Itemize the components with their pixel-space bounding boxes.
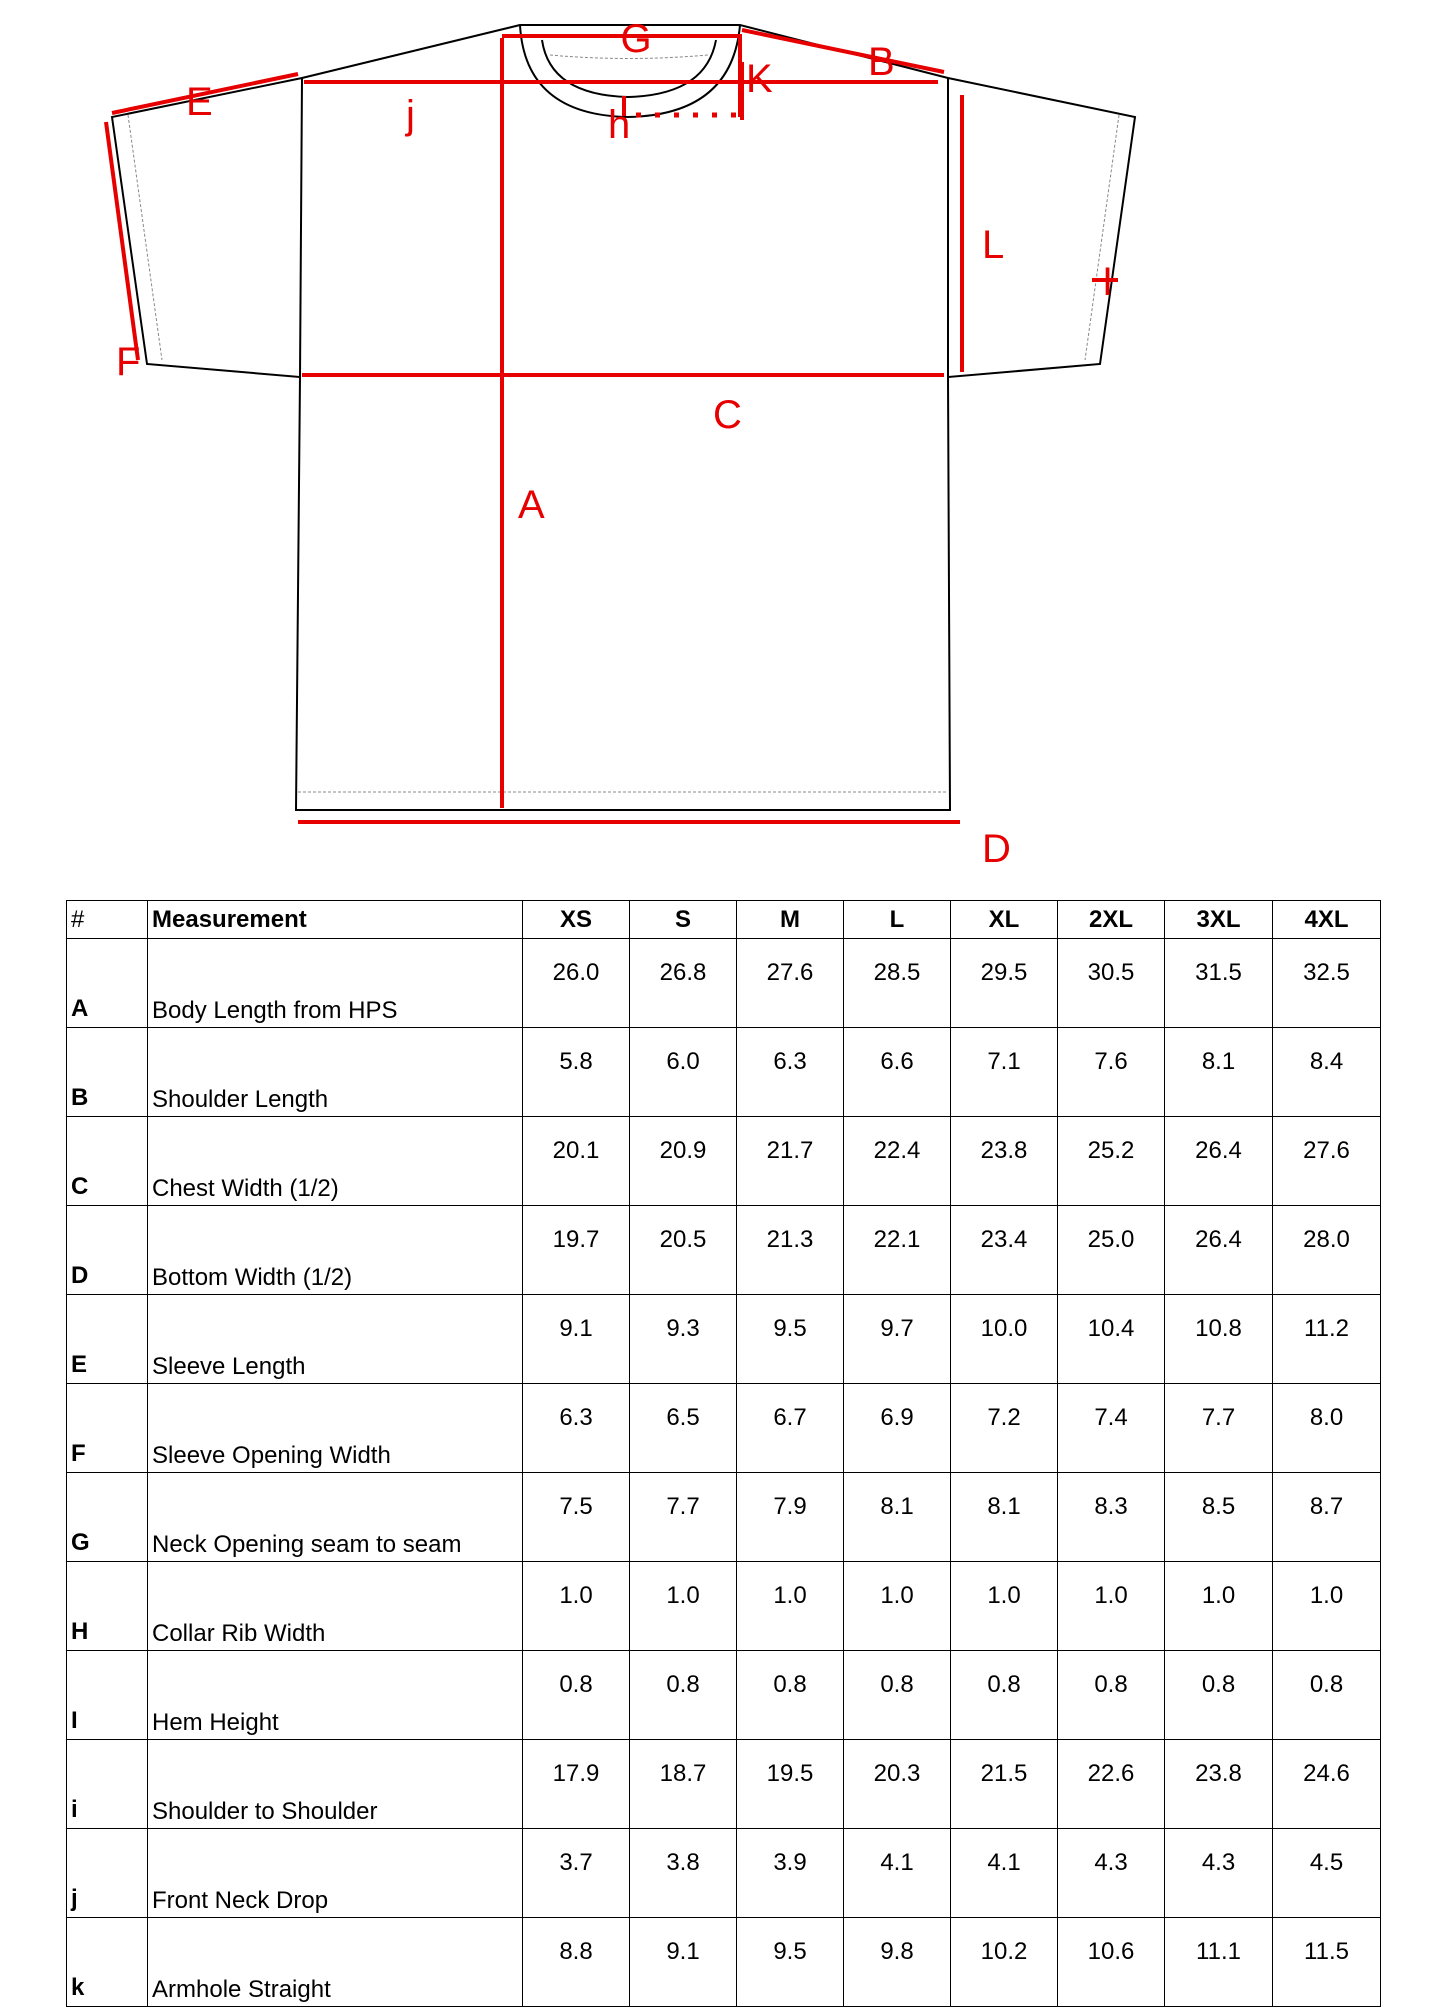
measurement-name: Shoulder to Shoulder bbox=[148, 1740, 523, 1829]
table-row bbox=[67, 1028, 1381, 1117]
measurement-value: 7.1 bbox=[951, 1028, 1058, 1117]
measurement-value: 8.3 bbox=[1058, 1473, 1165, 1562]
measurement-value: 6.7 bbox=[737, 1384, 844, 1473]
measurement-value: 3.7 bbox=[523, 1829, 630, 1918]
measurement-value: 27.6 bbox=[737, 939, 844, 1028]
measurement-value: 23.8 bbox=[951, 1117, 1058, 1206]
header-size: 3XL bbox=[1165, 901, 1273, 939]
measurement-value: 17.9 bbox=[523, 1740, 630, 1829]
measurement-id: E bbox=[67, 1295, 148, 1384]
measurement-name: Sleeve Length bbox=[148, 1295, 523, 1384]
measurement-value: 1.0 bbox=[630, 1562, 737, 1651]
table-row bbox=[67, 1473, 1381, 1562]
label-b: B bbox=[868, 40, 895, 84]
measurement-value: 31.5 bbox=[1165, 939, 1273, 1028]
measurement-value: 22.4 bbox=[844, 1117, 951, 1206]
header-size: S bbox=[630, 901, 737, 939]
measurement-value: 10.2 bbox=[951, 1918, 1058, 2007]
measurement-id: D bbox=[67, 1206, 148, 1295]
measurement-value: 4.5 bbox=[1273, 1829, 1381, 1918]
measurement-id: B bbox=[67, 1028, 148, 1117]
measurement-value: 23.8 bbox=[1165, 1740, 1273, 1829]
measurement-name: Chest Width (1/2) bbox=[148, 1117, 523, 1206]
measurement-value: 9.1 bbox=[523, 1295, 630, 1384]
measurement-value: 7.7 bbox=[630, 1473, 737, 1562]
measurement-name: Neck Opening seam to seam bbox=[148, 1473, 523, 1562]
measurement-value: 8.1 bbox=[951, 1473, 1058, 1562]
measurement-value: 0.8 bbox=[1165, 1651, 1273, 1740]
measurement-value: 8.5 bbox=[1165, 1473, 1273, 1562]
measurement-value: 27.6 bbox=[1273, 1117, 1381, 1206]
label-h: h bbox=[608, 103, 631, 147]
measurement-value: 8.4 bbox=[1273, 1028, 1381, 1117]
tshirt-measurement-diagram bbox=[0, 0, 1445, 880]
table-row bbox=[67, 1206, 1381, 1295]
header-size: XL bbox=[951, 901, 1058, 939]
measurement-value: 0.8 bbox=[630, 1651, 737, 1740]
measurement-id: F bbox=[67, 1384, 148, 1473]
measurement-value: 7.7 bbox=[1165, 1384, 1273, 1473]
label-f: F bbox=[116, 340, 141, 384]
measurement-value: 5.8 bbox=[523, 1028, 630, 1117]
measurement-id: A bbox=[67, 939, 148, 1028]
measurement-value: 4.3 bbox=[1058, 1829, 1165, 1918]
measurement-value: 21.7 bbox=[737, 1117, 844, 1206]
measurement-value: 6.6 bbox=[844, 1028, 951, 1117]
measurement-id: H bbox=[67, 1562, 148, 1651]
measurement-value: 29.5 bbox=[951, 939, 1058, 1028]
measurement-value: 7.4 bbox=[1058, 1384, 1165, 1473]
measurement-value: 6.3 bbox=[523, 1384, 630, 1473]
table-row bbox=[67, 1740, 1381, 1829]
measurement-value: 1.0 bbox=[951, 1562, 1058, 1651]
measurement-name: Hem Height bbox=[148, 1651, 523, 1740]
measurement-value: 0.8 bbox=[1273, 1651, 1381, 1740]
measurement-value: 10.6 bbox=[1058, 1918, 1165, 2007]
measurement-value: 9.3 bbox=[630, 1295, 737, 1384]
label-g: G bbox=[620, 17, 652, 61]
measurement-value: 28.0 bbox=[1273, 1206, 1381, 1295]
measurement-value: 32.5 bbox=[1273, 939, 1381, 1028]
measurement-value: 0.8 bbox=[523, 1651, 630, 1740]
label-c: C bbox=[713, 393, 742, 437]
header-size: 4XL bbox=[1273, 901, 1381, 939]
measurement-value: 1.0 bbox=[1165, 1562, 1273, 1651]
measurement-value: 0.8 bbox=[951, 1651, 1058, 1740]
measurement-value: 9.1 bbox=[630, 1918, 737, 2007]
measurement-value: 4.3 bbox=[1165, 1829, 1273, 1918]
measurement-name: Collar Rib Width bbox=[148, 1562, 523, 1651]
measurement-value: 8.1 bbox=[844, 1473, 951, 1562]
measurement-value: 3.9 bbox=[737, 1829, 844, 1918]
table-row bbox=[67, 1562, 1381, 1651]
measurement-value: 10.8 bbox=[1165, 1295, 1273, 1384]
measurement-value: 7.9 bbox=[737, 1473, 844, 1562]
table-row bbox=[67, 1651, 1381, 1740]
label-e: E bbox=[186, 80, 213, 124]
measurement-id: k bbox=[67, 1918, 148, 2007]
measurement-value: 19.5 bbox=[737, 1740, 844, 1829]
measurement-name: Body Length from HPS bbox=[148, 939, 523, 1028]
measurement-value: 10.0 bbox=[951, 1295, 1058, 1384]
measurement-value: 8.1 bbox=[1165, 1028, 1273, 1117]
measurement-value: 10.4 bbox=[1058, 1295, 1165, 1384]
measurement-value: 1.0 bbox=[737, 1562, 844, 1651]
measurement-value: 1.0 bbox=[1058, 1562, 1165, 1651]
measurement-name: Armhole Straight bbox=[148, 1918, 523, 2007]
measurement-value: 26.4 bbox=[1165, 1206, 1273, 1295]
measurement-value: 7.6 bbox=[1058, 1028, 1165, 1117]
measurement-value: 21.5 bbox=[951, 1740, 1058, 1829]
measurement-value: 20.1 bbox=[523, 1117, 630, 1206]
measurement-value: 30.5 bbox=[1058, 939, 1165, 1028]
measurement-value: 1.0 bbox=[1273, 1562, 1381, 1651]
measurement-name: Shoulder Length bbox=[148, 1028, 523, 1117]
measurement-value: 11.1 bbox=[1165, 1918, 1273, 2007]
measurement-value: 0.8 bbox=[1058, 1651, 1165, 1740]
measurement-value: 26.8 bbox=[630, 939, 737, 1028]
measurement-id: I bbox=[67, 1651, 148, 1740]
measurement-value: 4.1 bbox=[844, 1829, 951, 1918]
measurement-value: 9.8 bbox=[844, 1918, 951, 2007]
measurement-value: 25.0 bbox=[1058, 1206, 1165, 1295]
measurement-value: 6.9 bbox=[844, 1384, 951, 1473]
measurement-value: 20.5 bbox=[630, 1206, 737, 1295]
measurement-id: C bbox=[67, 1117, 148, 1206]
measurement-value: 20.3 bbox=[844, 1740, 951, 1829]
measurement-value: 28.5 bbox=[844, 939, 951, 1028]
table-row bbox=[67, 1918, 1381, 2007]
table-row bbox=[67, 1384, 1381, 1473]
measurement-value: 11.5 bbox=[1273, 1918, 1381, 2007]
header-measurement: Measurement bbox=[148, 901, 523, 939]
measurement-value: 24.6 bbox=[1273, 1740, 1381, 1829]
label-j: j bbox=[406, 93, 415, 137]
measurement-value: 6.0 bbox=[630, 1028, 737, 1117]
measurement-value: 8.8 bbox=[523, 1918, 630, 2007]
measurement-value: 9.5 bbox=[737, 1918, 844, 2007]
measurement-value: 6.5 bbox=[630, 1384, 737, 1473]
size-chart-table bbox=[66, 900, 1381, 2007]
measurement-value: 1.0 bbox=[523, 1562, 630, 1651]
measurement-name: Sleeve Opening Width bbox=[148, 1384, 523, 1473]
measurement-value: 26.0 bbox=[523, 939, 630, 1028]
measurement-value: 4.1 bbox=[951, 1829, 1058, 1918]
table-row bbox=[67, 1117, 1381, 1206]
label-k: K bbox=[746, 57, 773, 101]
measurement-id: j bbox=[67, 1829, 148, 1918]
measurement-value: 21.3 bbox=[737, 1206, 844, 1295]
header-size: L bbox=[844, 901, 951, 939]
measurement-id: i bbox=[67, 1740, 148, 1829]
measurement-value: 19.7 bbox=[523, 1206, 630, 1295]
measurement-value: 9.7 bbox=[844, 1295, 951, 1384]
measurement-name: Front Neck Drop bbox=[148, 1829, 523, 1918]
header-id: # bbox=[67, 901, 148, 939]
measurement-value: 9.5 bbox=[737, 1295, 844, 1384]
measurement-value: 22.6 bbox=[1058, 1740, 1165, 1829]
measurement-value: 8.0 bbox=[1273, 1384, 1381, 1473]
header-size: M bbox=[737, 901, 844, 939]
measurement-value: 25.2 bbox=[1058, 1117, 1165, 1206]
table-row bbox=[67, 1829, 1381, 1918]
measurement-id: G bbox=[67, 1473, 148, 1562]
label-a: A bbox=[518, 483, 545, 527]
measurement-value: 18.7 bbox=[630, 1740, 737, 1829]
label-l: L bbox=[982, 223, 1005, 267]
table-row bbox=[67, 939, 1381, 1028]
table-header-row bbox=[67, 901, 1381, 939]
measurement-value: 26.4 bbox=[1165, 1117, 1273, 1206]
table-row bbox=[67, 1295, 1381, 1384]
table-body bbox=[67, 939, 1381, 2007]
label-i: I bbox=[1102, 260, 1114, 304]
header-size: XS bbox=[523, 901, 630, 939]
measurement-value: 11.2 bbox=[1273, 1295, 1381, 1384]
measurement-value: 22.1 bbox=[844, 1206, 951, 1295]
measurement-value: 8.7 bbox=[1273, 1473, 1381, 1562]
measurement-value: 1.0 bbox=[844, 1562, 951, 1651]
measurement-value: 0.8 bbox=[844, 1651, 951, 1740]
measurement-value: 7.2 bbox=[951, 1384, 1058, 1473]
header-size: 2XL bbox=[1058, 901, 1165, 939]
measurement-value: 6.3 bbox=[737, 1028, 844, 1117]
label-d: D bbox=[982, 827, 1011, 871]
measurement-value: 0.8 bbox=[737, 1651, 844, 1740]
measurement-value: 3.8 bbox=[630, 1829, 737, 1918]
measurement-value: 23.4 bbox=[951, 1206, 1058, 1295]
measurement-name: Bottom Width (1/2) bbox=[148, 1206, 523, 1295]
measurement-value: 20.9 bbox=[630, 1117, 737, 1206]
measurement-value: 7.5 bbox=[523, 1473, 630, 1562]
